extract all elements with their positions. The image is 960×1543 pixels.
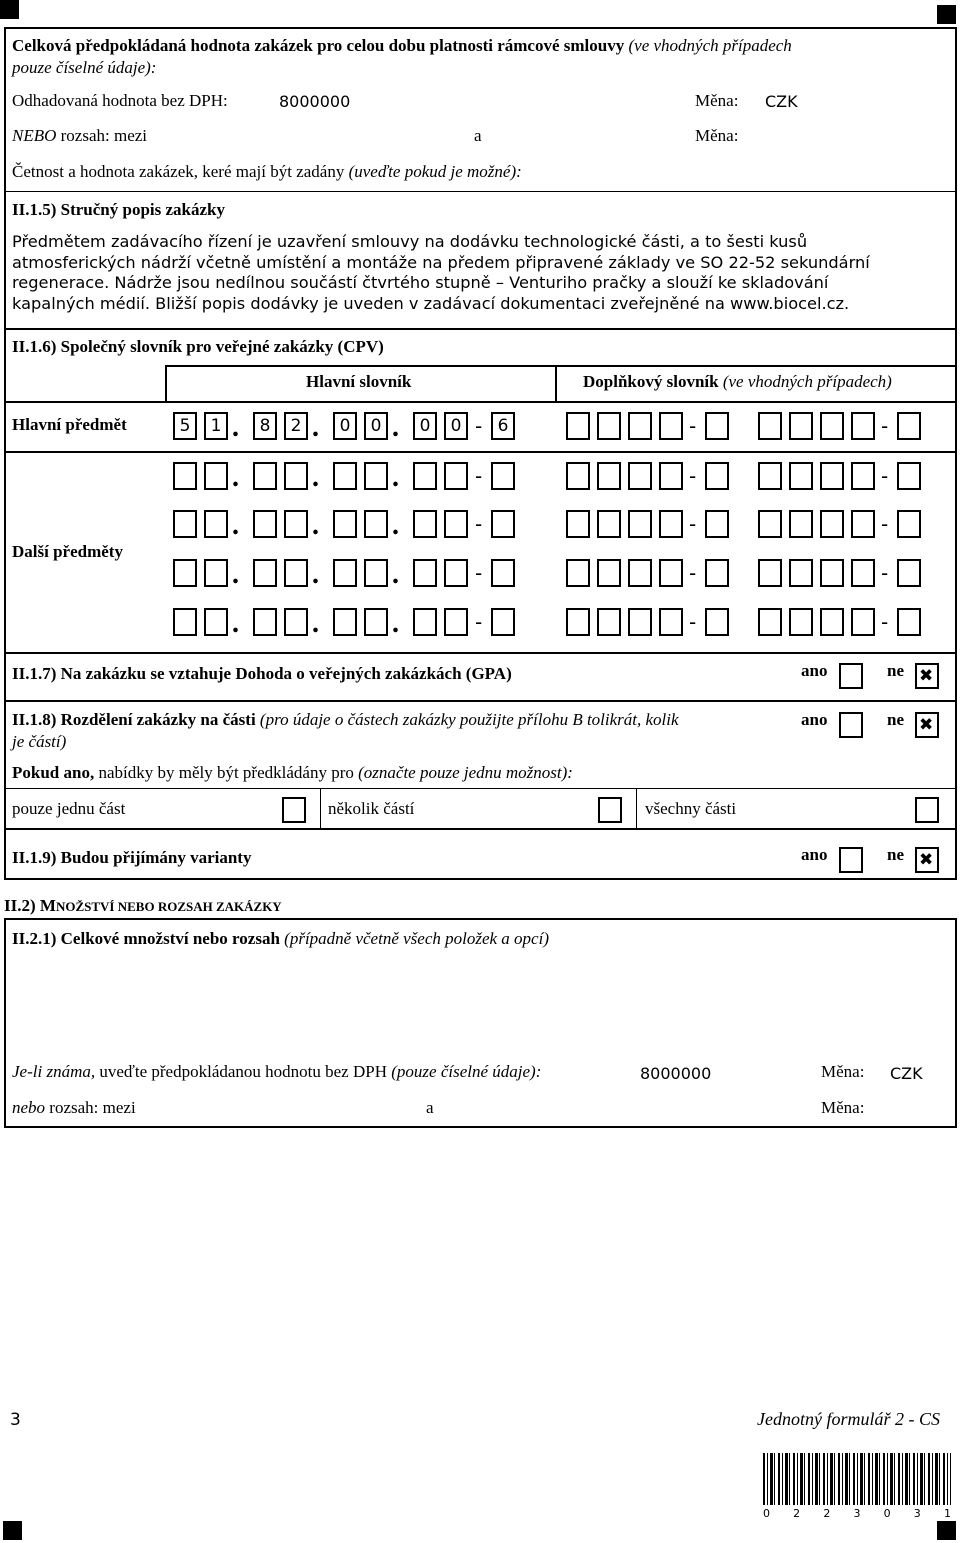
cpv-digit[interactable]: 2	[284, 412, 308, 440]
cpv-separator: .	[232, 412, 239, 443]
cpv-digit[interactable]	[444, 559, 468, 587]
cpv-separator: .	[232, 510, 239, 541]
supp-code-box[interactable]	[566, 510, 590, 538]
cpv-digit[interactable]	[444, 510, 468, 538]
variants-no-checkbox[interactable]	[915, 847, 939, 873]
cpv-digit[interactable]	[284, 510, 308, 538]
supp-code-box[interactable]	[851, 510, 875, 538]
option-divider	[636, 788, 638, 828]
divider	[4, 828, 957, 830]
cpv-dash: -	[475, 512, 483, 536]
supp-dash: -	[881, 610, 889, 634]
supp-code-box[interactable]	[659, 412, 683, 440]
supp-code-box[interactable]	[758, 559, 782, 587]
supp-dash: -	[689, 464, 697, 488]
cpv-dash: -	[475, 414, 483, 438]
section-ii19-heading: II.1.9) Budou přijímány varianty	[12, 848, 252, 867]
cpv-digit[interactable]	[444, 608, 468, 636]
cpv-check-digit[interactable]: 6	[491, 412, 515, 440]
divider	[4, 328, 957, 330]
range-and: a	[474, 126, 482, 145]
or-range-label: nebo rozsah: mezi	[12, 1098, 136, 1117]
supplementary-vocabulary-header: Doplňkový slovník (ve vhodných případech)	[583, 372, 892, 391]
supp-code-box[interactable]	[897, 559, 921, 587]
lots-no-label: ne	[887, 710, 904, 729]
cpv-digit[interactable]	[173, 559, 197, 587]
cpv-separator: .	[312, 412, 319, 443]
cpv-separator: .	[392, 608, 399, 639]
supp-dash: -	[689, 512, 697, 536]
cpv-table-left	[165, 365, 167, 401]
supp-code-box[interactable]	[789, 559, 813, 587]
cpv-digit[interactable]	[444, 462, 468, 490]
estimated-value-label: Odhadovaná hodnota bez DPH:	[12, 91, 228, 110]
cpv-separator: .	[232, 462, 239, 493]
cpv-separator: .	[232, 559, 239, 590]
supp-code-box[interactable]	[897, 608, 921, 636]
supp-code-box[interactable]	[820, 559, 844, 587]
or-range-and: a	[426, 1098, 434, 1117]
estimated-value-field[interactable]: 8000000	[279, 92, 351, 111]
option-several-lots-checkbox[interactable]	[598, 797, 622, 823]
lots-no-checkbox[interactable]	[915, 712, 939, 738]
supp-code-box[interactable]	[758, 608, 782, 636]
cpv-digit[interactable]	[173, 608, 197, 636]
cpv-digit[interactable]: 1	[204, 412, 228, 440]
supp-code-box[interactable]	[897, 462, 921, 490]
cpv-digit[interactable]	[364, 510, 388, 538]
supp-dash: -	[881, 561, 889, 585]
cpv-check-digit[interactable]	[491, 608, 515, 636]
cpv-digit[interactable]	[364, 608, 388, 636]
supp-code-box[interactable]	[628, 412, 652, 440]
cpv-digit[interactable]: 0	[364, 412, 388, 440]
section-ii18-note: je částí)	[12, 732, 67, 751]
cpv-separator: .	[392, 559, 399, 590]
barcode-digits: 0 2 2 3 0 3 1	[763, 1507, 951, 1520]
if-yes-line: Pokud ano, nabídky by měly být předkládány pro (označte pouze jednu možnost):	[12, 763, 573, 782]
supp-code-box[interactable]	[597, 412, 621, 440]
lots-yes-label: ano	[801, 710, 828, 729]
cpv-digit[interactable]	[413, 559, 437, 587]
cpv-digit[interactable]: 5	[173, 412, 197, 440]
supp-code-box[interactable]	[820, 510, 844, 538]
cpv-digit[interactable]	[173, 510, 197, 538]
cpv-check-digit[interactable]	[491, 510, 515, 538]
supp-code-box[interactable]	[566, 559, 590, 587]
option-several-lots-label: několik částí	[328, 799, 415, 818]
registration-mark-bottom-left	[3, 1521, 22, 1540]
supp-code-box[interactable]	[758, 412, 782, 440]
section-ii17-heading: II.1.7) Na zakázku se vztahuje Dohoda o veřejných zakázkách (GPA)	[12, 664, 512, 683]
supp-code-box[interactable]	[659, 559, 683, 587]
option-one-lot-checkbox[interactable]	[282, 797, 306, 823]
cpv-digit[interactable]	[284, 462, 308, 490]
supp-code-box[interactable]	[659, 462, 683, 490]
divider	[4, 451, 957, 453]
cpv-digit[interactable]	[333, 462, 357, 490]
supp-code-box[interactable]	[597, 510, 621, 538]
currency-field[interactable]: CZK	[765, 92, 798, 111]
cpv-digit[interactable]	[364, 559, 388, 587]
gpa-no-label: ne	[887, 661, 904, 680]
option-all-lots-checkbox[interactable]	[915, 797, 939, 823]
lots-yes-checkbox[interactable]	[839, 712, 863, 738]
gpa-no-checkbox[interactable]	[915, 663, 939, 689]
registration-mark-top-right	[937, 5, 956, 24]
supp-dash: -	[881, 512, 889, 536]
cpv-separator: .	[392, 412, 399, 443]
supp-code-box[interactable]	[851, 608, 875, 636]
supp-dash: -	[689, 610, 697, 634]
supp-code-box[interactable]	[705, 608, 729, 636]
cpv-digit[interactable]	[333, 510, 357, 538]
cpv-digit[interactable]: 8	[253, 412, 277, 440]
cpv-digit[interactable]: 0	[413, 412, 437, 440]
cpv-dash: -	[475, 561, 483, 585]
cpv-digit[interactable]	[204, 608, 228, 636]
cpv-digit[interactable]	[413, 608, 437, 636]
cpv-dash: -	[475, 610, 483, 634]
supp-code-box[interactable]	[628, 559, 652, 587]
cpv-digit[interactable]	[253, 510, 277, 538]
cpv-dash: -	[475, 464, 483, 488]
cpv-digit[interactable]	[253, 462, 277, 490]
supp-code-box[interactable]	[851, 559, 875, 587]
supp-dash: -	[689, 561, 697, 585]
supp-code-box[interactable]	[851, 462, 875, 490]
supp-code-box[interactable]	[597, 462, 621, 490]
supp-code-box[interactable]	[597, 608, 621, 636]
section-ii16-heading: II.1.6) Společný slovník pro veřejné zakázky (CPV)	[12, 337, 384, 356]
supp-code-box[interactable]	[820, 412, 844, 440]
option-one-lot-label: pouze jednu část	[12, 799, 126, 818]
range-currency-label: Měna:	[695, 126, 739, 145]
cpv-digit[interactable]	[204, 462, 228, 490]
supp-code-box[interactable]	[705, 510, 729, 538]
known-currency-field[interactable]: CZK	[890, 1064, 923, 1083]
variants-yes-label: ano	[801, 845, 828, 864]
cpv-digit[interactable]	[364, 462, 388, 490]
gpa-yes-label: ano	[801, 661, 828, 680]
supp-dash: -	[689, 414, 697, 438]
or-currency-label: Měna:	[821, 1098, 865, 1117]
section-ii21-heading: II.2.1) Celkové množství nebo rozsah (případně včetně všech položek a opcí)	[12, 929, 549, 948]
supp-code-box[interactable]	[628, 510, 652, 538]
known-value-label: Je-li známa, uveďte předpokládanou hodnotu bez DPH (pouze číselné údaje):	[12, 1062, 542, 1081]
total-value-note: pouze číselné údaje):	[12, 58, 157, 77]
cpv-digit[interactable]	[413, 510, 437, 538]
cpv-separator: .	[232, 608, 239, 639]
cpv-digit[interactable]: 0	[333, 412, 357, 440]
variants-yes-checkbox[interactable]	[839, 847, 863, 873]
main-subject-label: Hlavní předmět	[12, 415, 127, 434]
variants-no-label: ne	[887, 845, 904, 864]
cpv-table-header-bottom	[4, 401, 957, 403]
section-ii15-heading: II.1.5) Stručný popis zakázky	[12, 200, 226, 219]
supp-code-box[interactable]	[851, 412, 875, 440]
supp-code-box[interactable]	[597, 559, 621, 587]
supp-code-box[interactable]	[659, 608, 683, 636]
range-row: NEBO rozsah: mezi	[12, 126, 148, 145]
section-ii2-frame	[4, 918, 957, 1128]
divider	[4, 652, 957, 654]
supp-code-box[interactable]	[628, 608, 652, 636]
supp-code-box[interactable]	[789, 608, 813, 636]
cpv-digit[interactable]	[284, 559, 308, 587]
page-number: 3	[10, 1410, 21, 1430]
section-ii18-heading: II.1.8) Rozdělení zakázky na části (pro údaje o částech zakázky použijte přílohu B tolikrát, kolik	[12, 710, 679, 729]
cpv-digit[interactable]	[413, 462, 437, 490]
supp-code-box[interactable]	[789, 412, 813, 440]
frequency-label: Četnost a hodnota zakázek, keré mají být zadány (uveďte pokud je možné):	[12, 162, 522, 181]
cpv-separator: .	[312, 608, 319, 639]
form-name: Jednotný formulář 2 - CS	[757, 1409, 940, 1429]
supp-code-box[interactable]	[897, 412, 921, 440]
divider	[4, 700, 957, 702]
supp-code-box[interactable]	[705, 412, 729, 440]
cpv-digit[interactable]	[284, 608, 308, 636]
cpv-table-top	[165, 365, 957, 367]
cpv-digit[interactable]: 0	[444, 412, 468, 440]
section-ii1-frame	[4, 27, 957, 880]
supp-code-box[interactable]	[758, 510, 782, 538]
barcode	[763, 1453, 951, 1505]
gpa-yes-checkbox[interactable]	[839, 663, 863, 689]
supp-code-box[interactable]	[705, 559, 729, 587]
cpv-separator: .	[312, 510, 319, 541]
cpv-separator: .	[392, 510, 399, 541]
supp-code-box[interactable]	[659, 510, 683, 538]
main-vocabulary-header: Hlavní slovník	[306, 372, 412, 391]
option-all-lots-label: všechny části	[645, 799, 737, 818]
total-value-heading: Celková předpokládaná hodnota zakázek pro celou dobu platnosti rámcové smlouvy (ve vhodných případech	[12, 36, 792, 55]
supp-code-box[interactable]	[820, 608, 844, 636]
cpv-digit[interactable]	[333, 559, 357, 587]
supp-code-box[interactable]	[628, 462, 652, 490]
divider	[4, 788, 957, 789]
other-subjects-label: Další předměty	[12, 542, 123, 561]
supp-code-box[interactable]	[820, 462, 844, 490]
supp-dash: -	[881, 414, 889, 438]
cpv-table-middle	[555, 365, 557, 401]
section-ii2-heading: II.2) MNOŽSTVÍ NEBO ROZSAH ZAKÁZKY	[4, 896, 282, 915]
supp-code-box[interactable]	[789, 510, 813, 538]
supp-code-box[interactable]	[566, 462, 590, 490]
supp-dash: -	[881, 464, 889, 488]
cpv-separator: .	[392, 462, 399, 493]
registration-mark-bottom-right	[937, 1521, 956, 1540]
cpv-digit[interactable]	[333, 608, 357, 636]
supp-code-box[interactable]	[897, 510, 921, 538]
supp-code-box[interactable]	[566, 412, 590, 440]
known-value-field[interactable]: 8000000	[640, 1064, 712, 1083]
cpv-check-digit[interactable]	[491, 462, 515, 490]
supp-code-box[interactable]	[705, 462, 729, 490]
cpv-separator: .	[312, 559, 319, 590]
cpv-digit[interactable]	[204, 559, 228, 587]
supp-code-box[interactable]	[566, 608, 590, 636]
option-divider	[320, 788, 322, 828]
cpv-digit[interactable]	[253, 608, 277, 636]
divider	[4, 191, 957, 192]
supp-code-box[interactable]	[789, 462, 813, 490]
supp-code-box[interactable]	[758, 462, 782, 490]
cpv-digit[interactable]	[253, 559, 277, 587]
registration-mark-top-left	[0, 0, 19, 19]
cpv-digit[interactable]	[204, 510, 228, 538]
known-currency-label: Měna:	[821, 1062, 865, 1081]
short-description: Předmětem zadávacího řízení je uzavření smlouvy na dodávku technologické části, a to šesti kusů atmosferických nádrží včetně umístění a montáže na předem připravené základy ve SO 22-52 sekundární regenerace. Nádrže jsou nedílnou součástí čtvrtého stupně – Venturiho pračky a slouží ke skladování kapalných médií. Bližší popis dodávky je uveden v zadávací dokumentaci zveřejněné na www.biocel.cz.	[12, 232, 870, 313]
cpv-digit[interactable]	[173, 462, 197, 490]
cpv-check-digit[interactable]	[491, 559, 515, 587]
cpv-separator: .	[312, 462, 319, 493]
currency-label: Měna:	[695, 91, 739, 110]
